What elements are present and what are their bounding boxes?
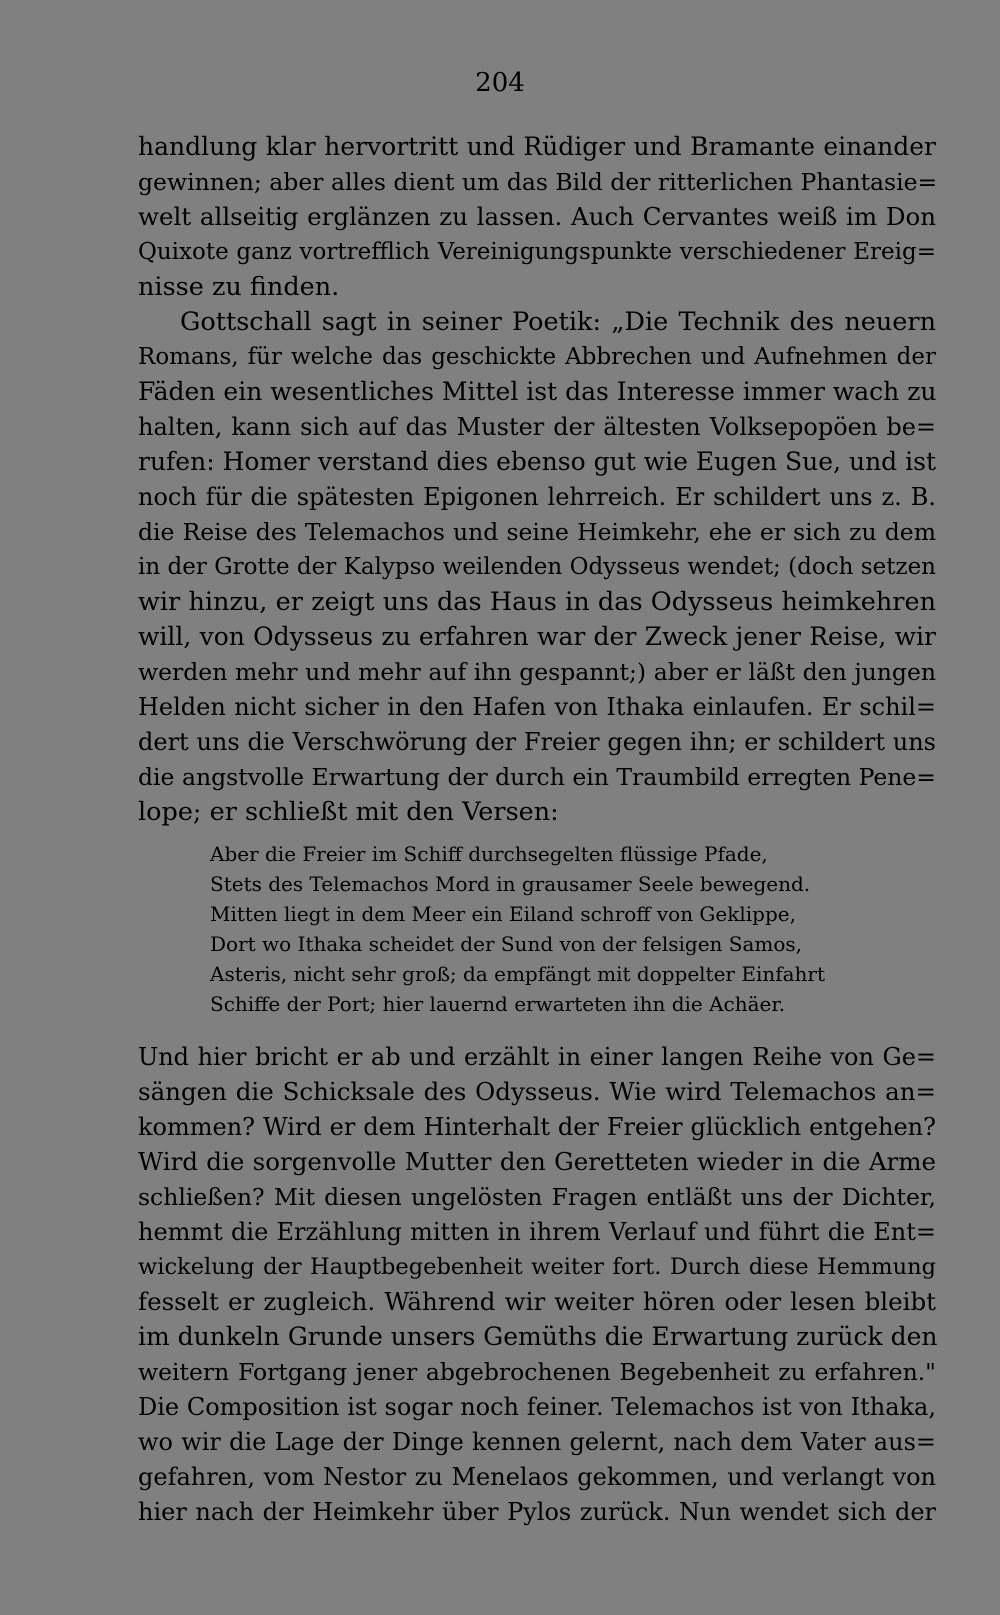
text-line: wo wir die Lage der Dinge kennen gelernt, nach dem Vater aus= (138, 1428, 936, 1456)
text-line: die angstvolle Erwartung der durch ein Traumbild erregten Pene= (138, 763, 936, 791)
text-line: Gottschall sagt in seiner Poetik: „Die Technik des neuern (180, 307, 936, 337)
text-line: weitern Fortgang jener abgebrochenen Begebenheit zu erfahren." (138, 1358, 936, 1386)
text-line: halten, kann sich auf das Muster der ältesten Volksepopöen be= (138, 413, 936, 441)
verse-line: Mitten liegt in dem Meer ein Eiland schroff von Geklippe, (210, 902, 796, 926)
text-line: die Reise des Telemachos und seine Heimkehr, ehe er sich zu dem (138, 518, 936, 546)
verse-line: Asteris, nicht sehr groß; da empfängt mit doppelter Einfahrt (210, 962, 826, 986)
text-line: Fäden ein wesentliches Mittel ist das Interesse immer wach zu (138, 377, 937, 406)
text-line: hemmt die Erzählung mitten in ihrem Verlauf und führt die Ent= (138, 1218, 936, 1246)
verse-line: Dort wo Ithaka scheidet der Sund von der felsigen Samos, (210, 932, 803, 956)
text-line: sängen die Schicksale des Odysseus. Wie wird Telemachos an= (138, 1077, 936, 1106)
text-line: dert uns die Verschwörung der Freier gegen ihn; er schildert uns (138, 728, 936, 756)
text-line: wickelung der Hauptbegebenheit weiter fort. Durch diese Hemmung (138, 1254, 936, 1280)
text-line: Quixote ganz vortrefflich Vereinigungspunkte verschiedener Ereig= (138, 239, 936, 265)
text-line: noch für die spätesten Epigonen lehrreich. Er schildert uns z. B. (138, 483, 936, 511)
text-line: Und hier bricht er ab und erzählt in einer langen Reihe von Ge= (138, 1043, 936, 1071)
verse-line: Schiffe der Port; hier lauernd erwarteten ihn die Achäer. (210, 992, 786, 1016)
text-line: rufen: Homer verstand dies ebenso gut wie Eugen Sue, und ist (138, 447, 936, 476)
text-line: welt allseitig erglänzen zu lassen. Auch Cervantes weiß im Don (138, 202, 936, 231)
text-line: Wird die sorgenvolle Mutter den Geretteten wieder in die Arme (138, 1147, 936, 1176)
text-line: gefahren, vom Nestor zu Menelaos gekommen, und verlangt von (138, 1463, 936, 1491)
text-line: hier nach der Heimkehr über Pylos zurück. Nun wendet sich der (138, 1498, 936, 1526)
page-number: 204 (475, 68, 525, 98)
text-line: wir hinzu, er zeigt uns das Haus in das Odysseus heimkehren (138, 587, 936, 617)
text-line: Romans, für welche das geschickte Abbrechen und Aufnehmen der (138, 344, 936, 370)
text-line: werden mehr und mehr auf ihn gespannt;) aber er läßt den jungen (138, 658, 936, 686)
text-line: nisse zu finden. (138, 272, 340, 302)
text-line: handlung klar hervortritt und Rüdiger und Bramante einander (138, 132, 936, 161)
verse-line: Stets des Telemachos Mord in grausamer Seele bewegend. (210, 872, 811, 896)
text-line: Die Composition ist sogar noch feiner. Telemachos ist von Ithaka, (138, 1393, 936, 1421)
text-line: will, von Odysseus zu erfahren war der Zweck jener Reise, wir (138, 622, 936, 651)
text-line: fesselt er zugleich. Während wir weiter hören oder lesen bleibt (138, 1287, 936, 1316)
text-line: im dunkeln Grunde unsers Gemüths die Erwartung zurück den (138, 1322, 938, 1351)
verse-line: Aber die Freier im Schiff durchsegelten flüssige Pfade, (210, 842, 768, 866)
text-line: kommen? Wird er dem Hinterhalt der Freier glücklich entgehen? (138, 1113, 936, 1141)
text-line: lope; er schließt mit den Versen: (138, 797, 559, 827)
text-line: schließen? Mit diesen ungelösten Fragen entläßt uns der Dichter, (138, 1183, 936, 1211)
text-line: Helden nicht sicher in den Hafen von Ithaka einlaufen. Er schil= (138, 693, 936, 721)
text-line: gewinnen; aber alles dient um das Bild der ritterlichen Phantasie= (138, 168, 938, 196)
text-line: in der Grotte der Kalypso weilenden Odysseus wendet; (doch setzen (138, 554, 936, 580)
